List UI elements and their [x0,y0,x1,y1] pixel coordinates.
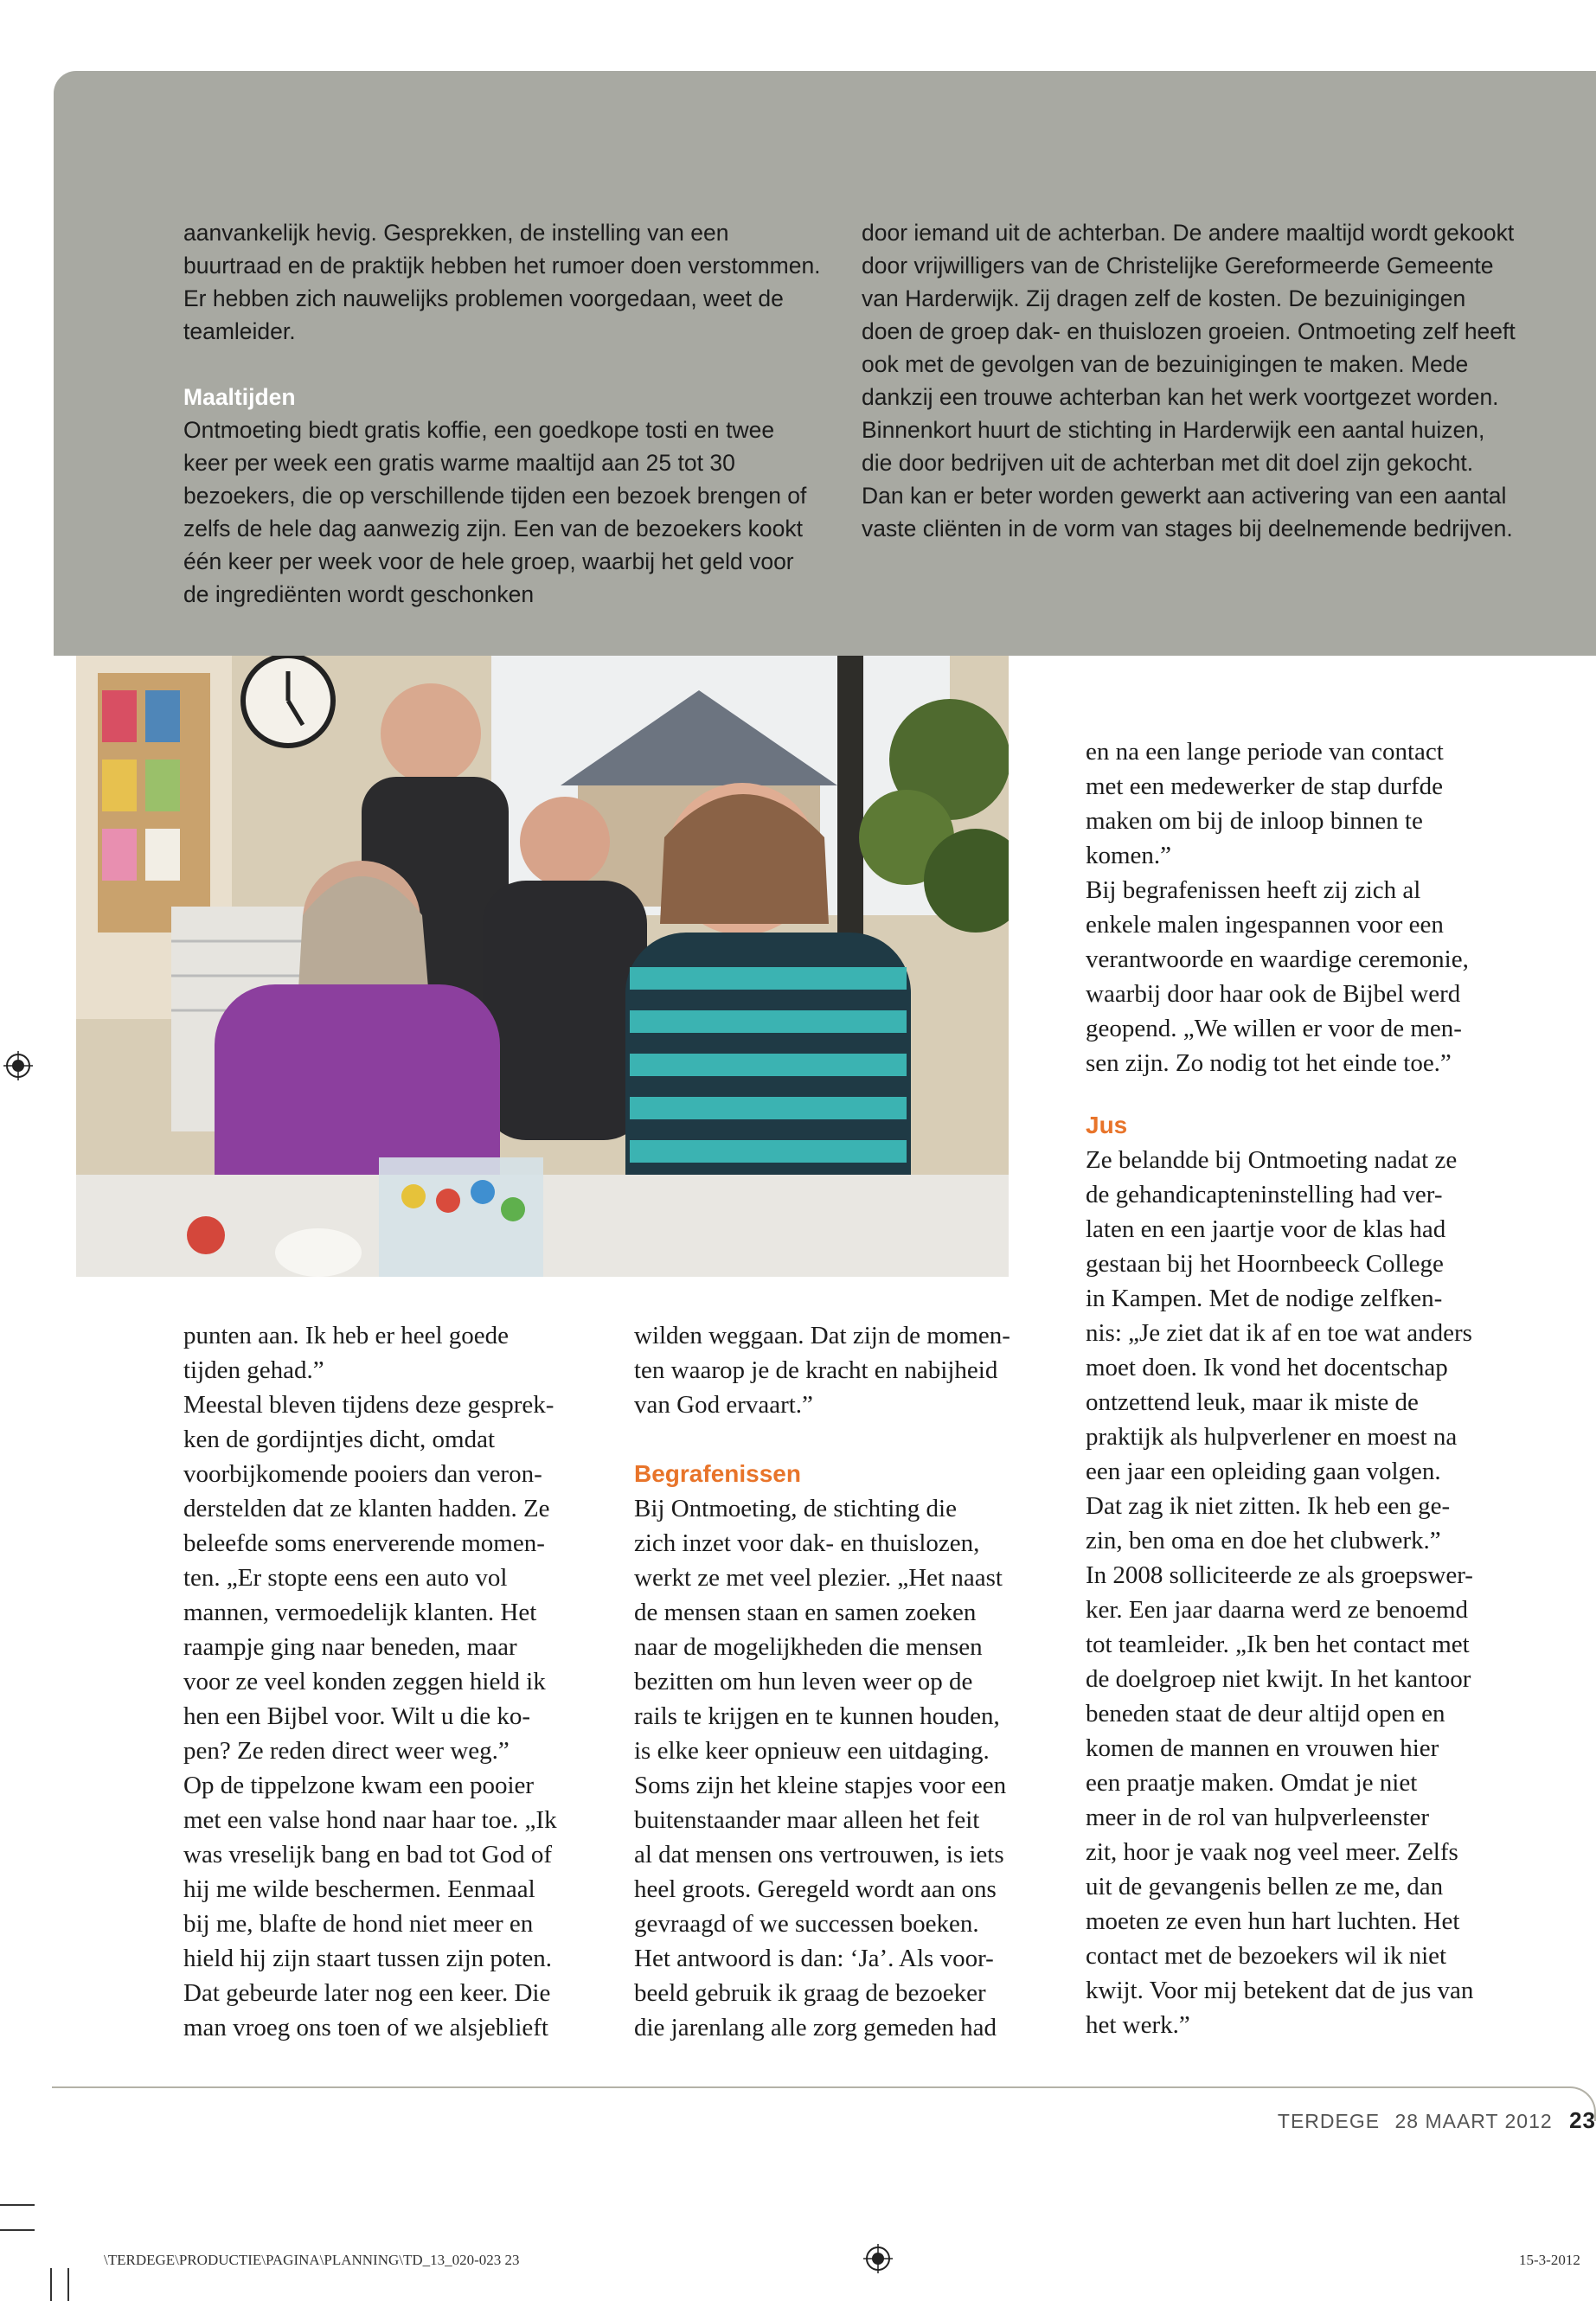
text-line: derstelden dat ze klanten hadden. Ze [183,1495,550,1522]
text-line: bezitten om hun leven weer op de [634,1668,973,1695]
text-line: al dat mensen ons vertrouwen, is iets [634,1841,1004,1868]
text-line: moet doen. Ik vond het docentschap [1086,1354,1448,1381]
text-line: pen? Ze reden direct weer weg.” [183,1737,510,1765]
text-line: de mensen staan en samen zoeken [634,1599,977,1626]
text-line: raampje ging naar beneden, maar [183,1633,517,1661]
text-line: in Kampen. Met de nodige zelfken- [1086,1285,1443,1312]
text-line: maken om bij de inloop binnen te [1086,807,1423,835]
text-line: man vroeg ons toen of we alsjeblieft [183,2014,548,2041]
text-line: Dat gebeurde later nog een keer. Die [183,1979,551,2007]
text-line: Het antwoord is dan: ‘Ja’. Als voor- [634,1945,994,1972]
text-line: heel groots. Geregeld wordt aan ons [634,1875,997,1903]
text-line: was vreselijk bang en bad tot God of [183,1841,553,1868]
photo-illustration [76,656,1009,1277]
text-line: praktijk als hulpverlener en moest na [1086,1423,1458,1451]
crop-mark [67,2268,69,2301]
box-paragraph: aanvankelijk hevig. Gesprekken, de instelling van een buurtraad en de praktijk hebben het rumoer doen verstommen. Er hebben zich nauwelijks problemen voorgedaan, weet de teamleider. [183,220,821,344]
text-line: Soms zijn het kleine stapjes voor een [634,1772,1007,1799]
text-line: van God ervaart.” [634,1391,813,1419]
text-line: verantwoorde en waardige ceremonie, [1086,945,1469,973]
text-line: gestaan bij het Hoornbeeck College [1086,1250,1444,1278]
crop-mark [0,2229,35,2231]
text-line: Dat zag ik niet zitten. Ik heb een ge- [1086,1492,1451,1520]
text-line: zin, ben oma en doe het clubwerk.” [1086,1527,1441,1554]
text-line: Ze belandde bij Ontmoeting nadat ze [1086,1146,1458,1174]
text-line: ker. Een jaar daarna werd ze benoemd [1086,1596,1469,1624]
body-column-2 [634,1318,1010,2045]
text-line: ten waarop je de kracht en nabijheid [634,1356,998,1384]
text-line: mannen, vermoedelijk klanten. Het [183,1599,537,1626]
text-line: komen.” [1086,842,1172,869]
text-line: voorbijkomende pooiers dan veron- [183,1460,542,1488]
text-line: wilden weggaan. Dat zijn de momen- [634,1322,1010,1349]
text-line: bij me, blafte de hond niet meer en [183,1910,534,1938]
group-photo [76,656,1009,1277]
body-column-1 [183,1318,557,2045]
registration-mark-icon [863,2244,893,2273]
registration-mark-icon [3,1051,33,1080]
text-line: tot teamleider. „Ik ben het contact met [1086,1631,1470,1658]
box-heading-maaltijden: Maaltijden [183,384,296,410]
box-column-1 [183,216,824,611]
text-line: ken de gordijntjes dicht, omdat [183,1426,496,1453]
slug-path: \TERDEGE\PRODUCTIE\PAGINA\PLANNING\TD_13_020-023 23 [104,2252,520,2268]
text-line: Bij begrafenissen heeft zij zich al [1086,876,1421,904]
text-line: Op de tippelzone kwam een pooier [183,1772,535,1799]
text-line: beeld gebruik ik graag de bezoeker [634,1979,986,2007]
page-footer [1278,2107,1596,2134]
text-line: werkt ze met veel plezier. „Het naast [634,1564,1003,1592]
text-line: enkele malen ingespannen voor een [1086,911,1444,939]
box-column-2 [862,216,1519,545]
text-line: hen een Bijbel voor. Wilt u die ko- [183,1702,531,1730]
text-line: met een medewerker de stap durfde [1086,772,1444,800]
box-paragraph: door iemand uit de achterban. De andere maaltijd wordt gekookt door vrijwilligers van de Christelijke Gereformeerde Gemeente van Harderwijk. Zij dragen zelf de kosten. De bezuinigingen doen de groep dak- en thuislozen groeien. Ontmoeting zelf heeft ook met de gevolgen van de bezuinigingen te maken. Mede dankzij een trouwe achterban kan het werk voortgezet worden. Binnenkort huurt de stichting in Harderwijk een aantal huizen, die door bedrijven uit de achterban met dit doel zijn gekocht. Dan kan er beter worden gewerkt aan activering van een aantal vaste cliënten in de vorm van stages bij deelnemende bedrijven. [862,220,1516,542]
issue-date: 28 MAART 2012 [1394,2110,1553,2132]
text-line: laten en een jaartje voor de klas had [1086,1215,1446,1243]
crop-mark [0,2204,35,2206]
box-paragraph: Ontmoeting biedt gratis koffie, een goedkope tosti en twee keer per week een gratis warme maaltijd aan 25 tot 30 bezoekers, die op verschillende tijden een bezoek brengen of zelfs de hele dag aanwezig zijn. Een van de bezoekers kookt één keer per week voor de hele groep, waarbij het geld voor de ingrediënten wordt geschonken [183,417,807,607]
text-line: zit, hoor je vaak nog veel meer. Zelfs [1086,1838,1458,1866]
text-line: uit de gevangenis bellen ze me, dan [1086,1873,1444,1900]
heading-jus: Jus [1086,1112,1128,1138]
text-line: komen de mannen en vrouwen hier [1086,1734,1439,1762]
page-number: 23 [1569,2107,1596,2133]
text-line: naar de mogelijkheden die mensen [634,1633,983,1661]
text-line: waarbij door haar ook de Bijbel werd [1086,980,1461,1008]
text-line: beneden staat de deur altijd open en [1086,1700,1445,1727]
text-line: een praatje maken. Omdat je niet [1086,1769,1418,1797]
text-line: gevraagd of we successen boeken. [634,1910,979,1938]
text-line: is elke keer opnieuw een uitdaging. [634,1737,990,1765]
text-line: contact met de bezoekers wil ik niet [1086,1942,1447,1970]
text-line: geopend. „We willen er voor de men- [1086,1015,1462,1042]
text-line: hield hij zijn staart tussen zijn poten. [183,1945,553,1972]
text-line: buitenstaander maar alleen het feit [634,1806,980,1834]
text-line: kwijt. Voor mij betekent dat de jus van [1086,1977,1474,2004]
text-line: punten aan. Ik heb er heel goede [183,1322,510,1349]
text-line: tijden gehad.” [183,1356,324,1384]
text-line: beleefde soms enerverende momen- [183,1529,545,1557]
text-line: In 2008 solliciteerde ze als groepswer- [1086,1561,1473,1589]
magazine-name: TERDEGE [1277,2110,1381,2132]
text-line: met een valse hond naar haar toe. „Ik [183,1806,557,1834]
text-line: sen zijn. Zo nodig tot het einde toe.” [1086,1049,1452,1077]
text-line: voor ze veel konden zeggen hield ik [183,1668,546,1695]
text-line: ontzettend leuk, maar ik miste de [1086,1388,1419,1416]
slug-date: 15-3-2012 [1519,2252,1580,2268]
text-line: het werk.” [1086,2011,1190,2039]
text-line: Meestal bleven tijdens deze gesprek- [183,1391,554,1419]
text-line: nis: „Je ziet dat ik af en toe wat anders [1086,1319,1472,1347]
text-line: ten. „Er stopte eens een auto vol [183,1564,508,1592]
text-line: die jarenlang alle zorg gemeden had [634,2014,997,2041]
text-line: de doelgroep niet kwijt. In het kantoor [1086,1665,1471,1693]
text-line: zich inzet voor dak- en thuislozen, [634,1529,980,1557]
text-line: de gehandicapteninstelling had ver- [1086,1181,1443,1208]
text-line: een jaar een opleiding gaan volgen. [1086,1458,1441,1485]
text-line: rails te krijgen en te kunnen houden, [634,1702,1000,1730]
text-line: meer in de rol van hulpverleenster [1086,1804,1429,1831]
text-line: moeten ze even hun hart luchten. Het [1086,1907,1460,1935]
text-line: Bij Ontmoeting, de stichting die [634,1495,957,1522]
text-line: hij me wilde beschermen. Eenmaal [183,1875,535,1903]
body-column-3 [1086,734,1473,2042]
text-line: en na een lange periode van contact [1086,738,1444,766]
crop-mark [50,2268,52,2301]
heading-begrafenissen: Begrafenissen [634,1460,801,1487]
